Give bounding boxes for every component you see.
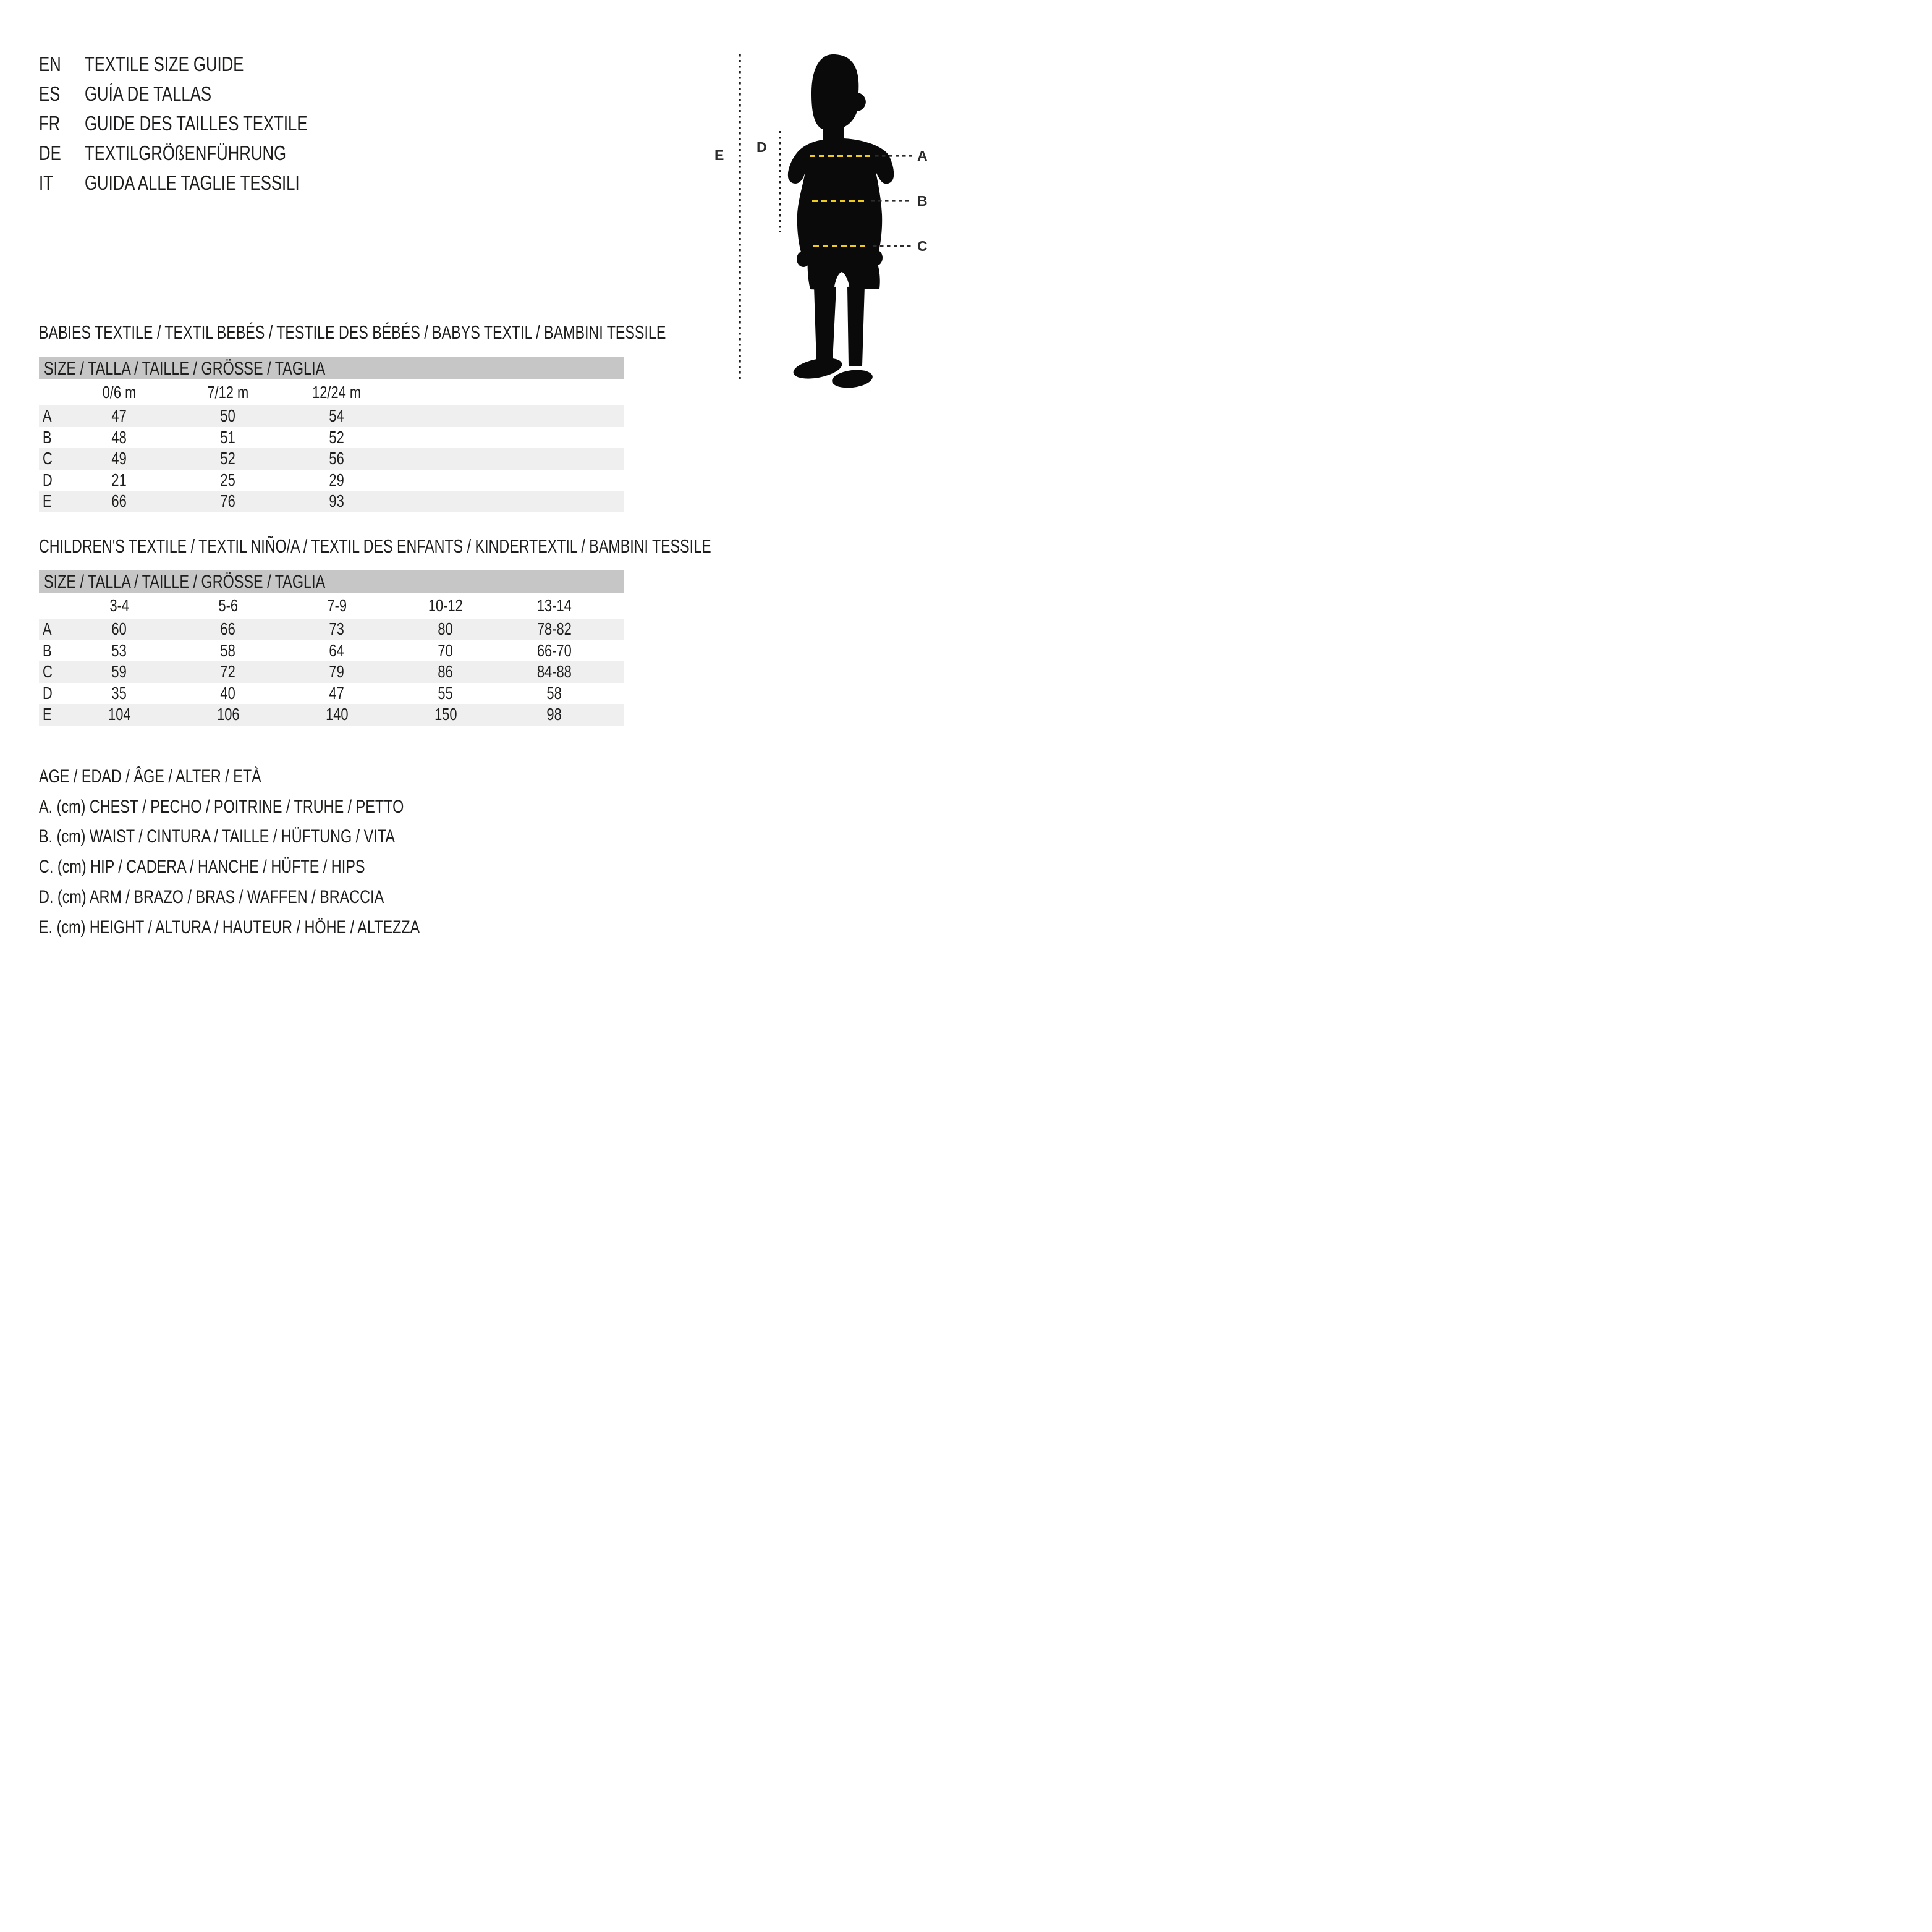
table-cell — [391, 619, 500, 640]
language-code — [39, 171, 85, 195]
figure-label-e: E — [714, 147, 724, 163]
language-title-label: TEXTILGRÖßENFÜHRUNG — [85, 142, 287, 164]
cell-value: 106 — [216, 705, 240, 724]
table-row — [39, 405, 624, 427]
row-label — [39, 619, 65, 640]
row-label-text: C — [43, 449, 53, 468]
cell-value: 64 — [329, 640, 345, 660]
column-header — [174, 595, 282, 617]
row-label-text: E — [43, 705, 52, 724]
legend-line-arm — [39, 883, 527, 913]
table-cell — [282, 704, 391, 726]
cell-value: 79 — [329, 662, 345, 681]
language-title-label: TEXTILE SIZE GUIDE — [85, 53, 244, 75]
legend-line-text: B. (cm) WAIST / CINTURA / TAILLE / HÜFTUNG / VITA — [39, 826, 395, 847]
cell-value: 50 — [220, 406, 236, 425]
table-cell — [391, 661, 500, 683]
language-title — [85, 171, 360, 195]
cell-value: 47 — [111, 406, 127, 425]
column-header — [282, 595, 391, 617]
children-size-header-bar — [39, 570, 624, 593]
silhouette-shoe-right — [831, 368, 874, 388]
table-cell — [174, 427, 282, 449]
cell-value: 48 — [111, 427, 127, 447]
language-title-label: GUÍA DE TALLAS — [85, 82, 212, 105]
row-label-text: D — [43, 683, 53, 703]
language-row-it — [39, 168, 370, 198]
row-label — [39, 491, 65, 512]
children-column-header-row — [39, 593, 624, 619]
legend-line-age — [39, 762, 527, 792]
babies-size-header-bar — [39, 357, 624, 379]
table-cell — [282, 405, 391, 427]
children-size-header-label: SIZE / TALLA / TAILLE / GRÖSSE / TAGLIA — [44, 572, 326, 592]
legend-line-chest — [39, 792, 527, 823]
language-title-label: GUIDA ALLE TAGLIE TESSILI — [85, 171, 300, 194]
table-cell — [282, 683, 391, 705]
legend-line-text: E. (cm) HEIGHT / ALTURA / HAUTEUR / HÖHE / ALTEZZA — [39, 917, 420, 938]
language-row-es — [39, 79, 370, 109]
table-row — [39, 427, 624, 449]
table-row — [39, 683, 624, 705]
column-header — [282, 382, 391, 404]
table-cell — [500, 661, 609, 683]
row-label — [39, 640, 65, 662]
cell-value: 140 — [325, 705, 349, 724]
row-label — [39, 448, 65, 470]
table-cell — [65, 448, 174, 470]
language-code-label: DE — [39, 142, 61, 164]
table-cell — [65, 683, 174, 705]
cell-value: 73 — [329, 619, 345, 638]
legend-line-hip — [39, 852, 527, 883]
language-title — [85, 53, 289, 76]
cell-value: 70 — [438, 640, 454, 660]
table-cell — [174, 470, 282, 491]
table-cell — [282, 640, 391, 662]
table-cell — [500, 619, 609, 640]
silhouette-head — [811, 54, 866, 129]
column-header-label: 12/24 m — [312, 382, 362, 402]
cell-value: 25 — [220, 470, 236, 489]
cell-value: 54 — [329, 406, 345, 425]
cell-value: 49 — [111, 449, 127, 468]
children-section-heading — [39, 536, 935, 557]
legend-line-text: C. (cm) HIP / CADERA / HANCHE / HÜFTE / HIPS — [39, 857, 365, 878]
column-header — [65, 382, 174, 404]
column-header-label: 7/12 m — [207, 382, 249, 402]
row-label-text: A — [43, 619, 52, 638]
cell-value: 35 — [111, 683, 127, 703]
table-cell — [282, 470, 391, 491]
row-label — [39, 683, 65, 705]
column-header-label: 7-9 — [327, 595, 347, 615]
table-cell — [282, 427, 391, 449]
table-cell — [282, 491, 391, 512]
row-label-text: E — [43, 491, 52, 511]
language-code — [39, 142, 85, 165]
cell-value: 56 — [329, 449, 345, 468]
language-title — [85, 82, 247, 106]
cell-value: 66 — [111, 491, 127, 511]
column-header-label: 13-14 — [537, 595, 572, 615]
language-title-label: GUIDE DES TAILLES TEXTILE — [85, 112, 308, 135]
cell-value: 98 — [546, 705, 562, 724]
cell-value: 66-70 — [537, 640, 572, 660]
table-row — [39, 704, 624, 726]
language-title — [85, 112, 370, 135]
table-cell — [500, 640, 609, 662]
row-label-text: D — [43, 470, 53, 489]
children-size-table — [39, 570, 624, 726]
table-cell — [282, 619, 391, 640]
babies-column-header-row — [39, 379, 624, 405]
cell-value: 84-88 — [537, 662, 572, 681]
language-code — [39, 82, 85, 106]
row-label — [39, 470, 65, 491]
legend-line-text: A. (cm) CHEST / PECHO / POITRINE / TRUHE / PETTO — [39, 796, 404, 817]
column-header-label: 5-6 — [218, 595, 238, 615]
table-row — [39, 640, 624, 662]
language-row-de — [39, 138, 370, 168]
table-cell — [174, 640, 282, 662]
table-cell — [174, 683, 282, 705]
table-row — [39, 470, 624, 491]
column-header-label: 0/6 m — [102, 382, 137, 402]
figure-label-c: C — [917, 238, 928, 254]
table-cell — [500, 704, 609, 726]
measurement-legend — [39, 762, 527, 943]
cell-value: 21 — [111, 470, 127, 489]
column-header — [65, 595, 174, 617]
table-cell — [65, 405, 174, 427]
table-cell — [391, 683, 500, 705]
table-row — [39, 448, 624, 470]
row-label — [39, 661, 65, 683]
table-cell — [174, 405, 282, 427]
cell-value: 150 — [434, 705, 457, 724]
figure-label-b: B — [917, 193, 928, 209]
table-cell — [174, 491, 282, 512]
cell-value: 55 — [438, 683, 454, 703]
silhouette-shorts — [808, 258, 880, 290]
cell-value: 60 — [111, 619, 127, 638]
table-cell — [282, 448, 391, 470]
cell-value: 53 — [111, 640, 127, 660]
cell-value: 78-82 — [537, 619, 572, 638]
table-cell — [282, 661, 391, 683]
language-header — [39, 49, 370, 198]
cell-value: 52 — [329, 427, 345, 447]
table-cell — [174, 704, 282, 726]
children-section-heading-label: CHILDREN'S TEXTILE / TEXTIL NIÑO/A / TEXTIL DES ENFANTS / KINDERTEXTIL / BAMBINI TESSILE — [39, 535, 711, 557]
column-header — [391, 595, 500, 617]
column-header — [174, 382, 282, 404]
cell-value: 58 — [546, 683, 562, 703]
legend-line-height — [39, 913, 527, 943]
table-cell — [500, 683, 609, 705]
table-row — [39, 661, 624, 683]
legend-line-text: D. (cm) ARM / BRAZO / BRAS / WAFFEN / BRACCIA — [39, 886, 384, 907]
babies-size-table — [39, 357, 624, 512]
cell-value: 76 — [220, 491, 236, 511]
language-title — [85, 142, 343, 165]
cell-value: 52 — [220, 449, 236, 468]
table-cell — [174, 661, 282, 683]
language-row-en — [39, 49, 370, 79]
language-code — [39, 53, 85, 76]
cell-value: 66 — [220, 619, 236, 638]
column-header-label: 3-4 — [109, 595, 129, 615]
cell-value: 58 — [220, 640, 236, 660]
legend-line-text: AGE / EDAD / ÂGE / ALTER / ETÀ — [39, 766, 261, 787]
figure-label-a: A — [917, 148, 928, 164]
cell-value: 104 — [108, 705, 131, 724]
column-header — [500, 595, 609, 617]
row-label — [39, 427, 65, 449]
row-label — [39, 704, 65, 726]
language-code-label: IT — [39, 171, 53, 194]
legend-line-waist — [39, 822, 527, 852]
language-row-fr — [39, 109, 370, 138]
cell-value: 59 — [111, 662, 127, 681]
row-label-text: B — [43, 640, 52, 660]
row-label-text: B — [43, 427, 52, 447]
cell-value: 93 — [329, 491, 345, 511]
table-cell — [174, 619, 282, 640]
cell-value: 29 — [329, 470, 345, 489]
table-row — [39, 619, 624, 640]
table-cell — [65, 491, 174, 512]
table-row — [39, 491, 624, 512]
cell-value: 51 — [220, 427, 236, 447]
row-label-text: A — [43, 406, 52, 425]
cell-value: 40 — [220, 683, 236, 703]
babies-section-heading-label: BABIES TEXTILE / TEXTIL BEBÉS / TESTILE DES BÉBÉS / BABYS TEXTIL / BAMBINI TESSILE — [39, 321, 666, 343]
cell-value: 47 — [329, 683, 345, 703]
table-cell — [391, 704, 500, 726]
language-code-label: ES — [39, 82, 61, 105]
table-cell — [391, 640, 500, 662]
column-header-label: 10-12 — [428, 595, 463, 615]
row-label — [39, 405, 65, 427]
table-cell — [65, 704, 174, 726]
babies-section-heading — [39, 322, 875, 343]
table-cell — [65, 427, 174, 449]
language-code — [39, 112, 85, 135]
table-cell — [65, 661, 174, 683]
table-cell — [65, 470, 174, 491]
table-cell — [65, 640, 174, 662]
row-label-text: C — [43, 662, 53, 681]
language-code-label: EN — [39, 53, 61, 75]
cell-value: 80 — [438, 619, 454, 638]
cell-value: 86 — [438, 662, 454, 681]
figure-label-d: D — [756, 139, 767, 155]
table-cell — [174, 448, 282, 470]
cell-value: 72 — [220, 662, 236, 681]
table-cell — [65, 619, 174, 640]
babies-size-header-label: SIZE / TALLA / TAILLE / GRÖSSE / TAGLIA — [44, 358, 326, 379]
language-code-label: FR — [39, 112, 61, 135]
